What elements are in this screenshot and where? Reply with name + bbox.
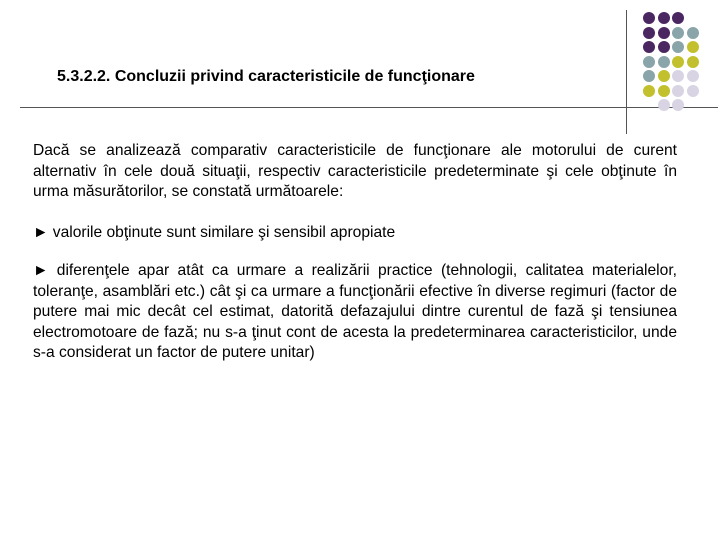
decorative-dot	[643, 12, 655, 24]
decorative-dot	[643, 70, 655, 82]
decorative-dot	[687, 56, 699, 68]
title-horizontal-rule	[20, 107, 718, 108]
decorative-dot	[658, 12, 670, 24]
decorative-dot	[672, 27, 684, 39]
decorative-dot	[672, 99, 684, 111]
decorative-dot	[672, 41, 684, 53]
decorative-dot	[687, 41, 699, 53]
decorative-dot	[658, 70, 670, 82]
decorative-dot	[658, 85, 670, 97]
decorative-dot	[658, 41, 670, 53]
decorative-dot	[643, 41, 655, 53]
decorative-dot	[643, 27, 655, 39]
title-vertical-rule	[626, 10, 627, 134]
slide-body	[33, 141, 677, 384]
bullet-item: ► valorile obţinute sunt similare şi sensibil apropiate	[33, 223, 396, 241]
decorative-dot	[672, 85, 684, 97]
decorative-dot	[658, 99, 670, 111]
intro-paragraph: Dacă se analizează comparativ caracteristicile de funcţionare ale motorului de curent alternativ în cele două situaţii, respectiv caracteristicile predeterminate şi cele obţinute în urma măsurătorilor, se constată următoarele:	[33, 142, 677, 200]
decorative-dot	[672, 12, 684, 24]
decorative-dot	[687, 27, 699, 39]
decorative-dot	[687, 70, 699, 82]
bullet-item: ► diferenţele apar atât ca urmare a realizării practice (tehnologii, calitatea materialelor, toleranţe, asamblări etc.) cât şi ca urmare a funcţionării efective în diverse regimuri (factor de putere mai mic decât cel estimat, datorită defazajului dintre curentul de fază şi tensiunea electromotoare de fază; nu s-a ţinut cont de acesta la predeterminarea caracteristicilor, unde s-a considerat un factor de putere unitar)	[33, 262, 677, 361]
decorative-dot	[643, 56, 655, 68]
decorative-dot	[658, 56, 670, 68]
slide-title: 5.3.2.2. Concluzii privind caracteristicile de funcţionare	[57, 68, 475, 85]
decorative-dot	[672, 56, 684, 68]
decorative-dot	[687, 85, 699, 97]
decorative-dot	[643, 85, 655, 97]
decorative-dot	[658, 27, 670, 39]
decorative-dot	[672, 70, 684, 82]
